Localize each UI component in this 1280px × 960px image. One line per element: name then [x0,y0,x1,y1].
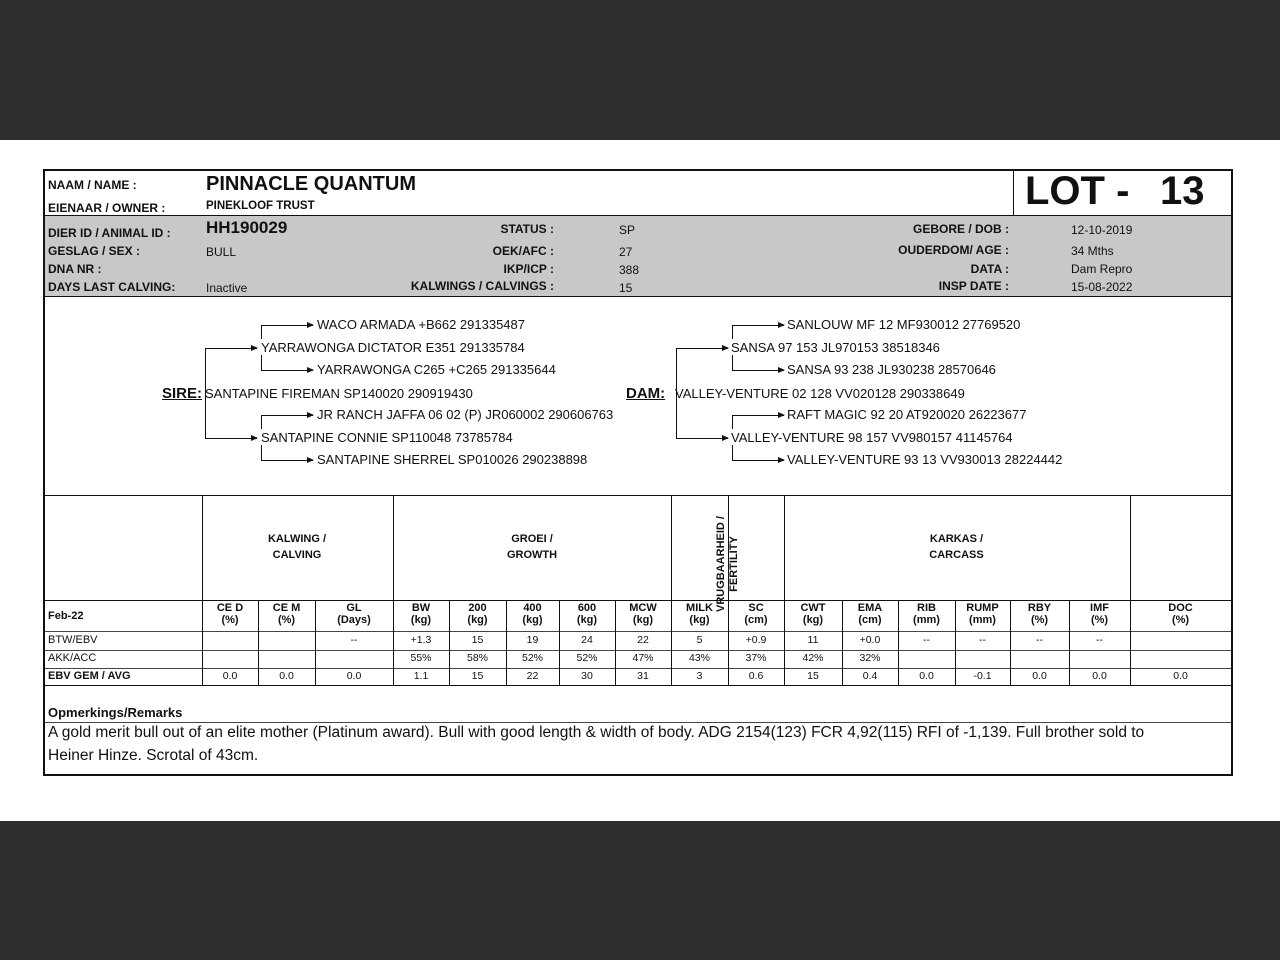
ebv-cell: +1.3 [410,634,432,646]
icp-label: IKP/ICP : [503,262,554,276]
calvings-label: KALWINGS / CALVINGS : [410,279,554,293]
ebv-cell: -- [350,634,358,646]
ebv-cell: 0.0 [1032,670,1047,682]
sire-dam: SANTAPINE CONNIE SP110048 73785784 [261,430,513,445]
ebv-cell: 30 [581,670,593,682]
group-calving-line2: CALVING [272,549,322,561]
owner-label: EIENAAR / OWNER : [48,201,166,215]
column-header-name: IMF [1090,602,1109,614]
lot-divider [1013,171,1014,215]
column-header [258,602,315,626]
column-header-unit: (kg) [632,614,654,626]
lot-label: LOT - [1025,169,1130,213]
sire-dam-dam: SANTAPINE SHERREL SP010026 290238898 [317,452,588,467]
animal-id-label: DIER ID / ANIMAL ID : [48,226,171,240]
column-header-unit: (%) [277,614,296,626]
column-header-unit: (%) [1090,614,1109,626]
sire-label: SIRE: [162,385,203,402]
arrow-dam-sire-sire [732,325,784,326]
ebv-date-label: Feb-22 [48,610,84,622]
column-header-unit: (mm) [969,614,996,626]
table-bottom-divider [45,685,1231,686]
ebv-cell: -0.1 [973,670,992,682]
group-growth-line2: GROWTH [506,549,558,561]
column-header-name: DOC [1168,602,1193,614]
column-header [728,602,784,626]
column-header [202,602,258,626]
group-carcass [784,531,1129,563]
icp-value: 388 [619,263,640,277]
data-value: Dam Repro [1071,262,1133,276]
ebv-cell: 0.4 [862,670,878,682]
column-header [898,602,955,626]
column-header-unit: (cm) [744,614,768,626]
table-row-divider-2 [45,650,1231,651]
bracket-sire-sire-top [261,325,262,339]
bracket-sire-dam-bottom [261,445,262,460]
column-header-unit: (kg) [467,614,488,626]
column-header [393,602,449,626]
dam-name: VALLEY-VENTURE 02 128 VV020128 290338649 [675,386,965,401]
column-header-name: MCW [629,602,657,614]
bracket-dam-sire-top [732,325,733,339]
column-header [1010,602,1069,626]
dam-sire-dam: SANSA 93 238 JL930238 28570646 [787,362,996,377]
remarks-line1: A gold merit bull out of an elite mother (Platinum award). Bull with good length & width of body. ADG 2154(123) FCR 4,92(115) RFI of -1,139. Full brother sold to [48,724,1145,741]
ebv-cell: 22 [637,634,649,646]
ebv-cell: 42% [802,652,824,664]
ebv-cell: 52% [521,652,543,664]
owner-name: PINEKLOOF TRUST [206,200,315,212]
column-header-unit: (%) [1171,614,1190,626]
ebv-cell: 31 [637,670,649,682]
afc-value: 27 [619,245,633,259]
column-header-unit: (cm) [858,614,882,626]
ebv-cell: 15 [807,670,819,682]
group-carcass-line1: KARKAS / [929,533,984,545]
column-header [615,602,671,626]
lot-card [43,169,1233,776]
sire-dam-sire: JR RANCH JAFFA 06 02 (P) JR060002 290606763 [317,407,614,422]
column-header [506,602,559,626]
group-carcass-line2: CARCASS [929,549,984,561]
column-header [1069,602,1130,626]
arrow-dam-sire [676,348,728,349]
sex-value: BULL [206,245,237,259]
afc-label: OEK/AFC : [492,244,554,258]
column-header [1130,602,1231,626]
sire-sire-dam: YARRAWONGA C265 +C265 291335644 [317,362,556,377]
table-col-divider [202,495,203,685]
ebv-cell: 15 [471,670,484,682]
column-header-unit: (mm) [913,614,940,626]
column-header-name: BW [411,602,431,614]
column-header-name: CE M [272,602,301,614]
data-label: DATA : [970,262,1009,276]
column-header-name: GL [346,602,362,614]
ebv-cell: -- [1036,634,1043,646]
ebv-cell: 43% [688,652,710,664]
insp-date-value: 15-08-2022 [1071,280,1133,294]
arrow-dam-dam-dam [732,460,784,461]
row-label: BTW/EBV [48,634,98,646]
ebv-cell: 58% [466,652,488,664]
column-header [315,602,393,626]
days-last-calving-value: Inactive [206,281,248,295]
dam-sire-sire: SANLOUW MF 12 MF930012 27769520 [787,317,1021,332]
sire-sire-sire: WACO ARMADA +B662 291335487 [317,317,525,332]
ebv-cell: 0.6 [748,670,764,682]
pedigree-divider [45,495,1231,496]
column-header-name: EMA [857,602,883,614]
column-header [671,602,728,626]
bracket-sire-dam-top [261,415,262,429]
group-calving-line1: KALWING / [267,533,327,545]
ebv-cell: 5 [696,634,703,646]
status-value: SP [619,223,636,237]
column-header-unit: (kg) [522,614,543,626]
arrow-sire-sire [205,348,257,349]
ebv-cell: 0.0 [919,670,934,682]
ebv-cell: 47% [632,652,654,664]
ebv-cell: 11 [807,634,819,646]
animal-id: HH190029 [206,218,288,237]
ebv-cell: 22 [526,670,539,682]
bracket-dam-dam-bottom [732,445,733,460]
group-growth [393,531,671,563]
sire-name: SANTAPINE FIREMAN SP140020 290919430 [205,386,473,401]
sex-label: GESLAG / SEX : [48,244,141,258]
calvings-value: 15 [619,281,633,295]
column-header-name: CE D [216,602,244,614]
arrow-sire-dam-sire [261,415,313,416]
ebv-cell: 37% [745,652,767,664]
column-header-name: 400 [523,602,542,614]
ebv-cell: -- [1096,634,1103,646]
column-header-name: RBY [1027,602,1052,614]
dob-label: GEBORE / DOB : [912,222,1009,236]
header-divider [45,215,1231,216]
ebv-cell: 0.0 [1092,670,1107,682]
arrow-dam-dam-sire [732,415,784,416]
column-header-name: 200 [468,602,487,614]
ebv-cell: 0.0 [346,670,362,682]
ebv-cell: 0.0 [1173,670,1188,682]
dam-label: DAM: [626,385,666,402]
group-fertility-line2: FERTILITY [728,536,740,592]
column-header-unit: (kg) [689,614,710,626]
ebv-cell: -- [979,634,986,646]
dam-dam-dam: VALLEY-VENTURE 93 13 VV930013 28224442 [787,452,1063,467]
ebv-cell: 15 [471,634,484,646]
column-header-name: CWT [800,602,826,614]
row-label: AKK/ACC [48,652,97,664]
column-header [559,602,615,626]
remarks-label: Opmerkings/Remarks [48,705,183,720]
ebv-cell: 1.1 [413,670,429,682]
dam-dam-sire: RAFT MAGIC 92 20 AT920020 26223677 [787,407,1027,422]
table-row-divider-1 [45,631,1231,632]
table-row-divider-3 [45,668,1231,669]
row-label: EBV GEM / AVG [48,670,131,682]
name-label: NAAM / NAME : [48,178,137,192]
age-value: 34 Mths [1071,244,1114,258]
column-header-unit: (%) [221,614,239,626]
dam-sire: SANSA 97 153 JL970153 38518346 [731,340,940,355]
column-header-unit: (kg) [576,614,598,626]
column-header [842,602,898,626]
ebv-cell: +0.9 [745,634,767,646]
column-header [955,602,1010,626]
group-fertility-line1: VRUGBAARHEID / [715,516,727,612]
info-divider [45,296,1231,297]
table-col-divider [1130,495,1131,685]
dna-label: DNA NR : [48,262,102,276]
animal-name: PINNACLE QUANTUM [206,173,416,195]
ebv-cell: 32% [859,652,881,664]
dam-dam: VALLEY-VENTURE 98 157 VV980157 41145764 [731,430,1013,445]
days-last-calving-label: DAYS LAST CALVING: [48,280,176,294]
column-header-name: RIB [917,602,936,614]
status-label: STATUS : [500,222,554,236]
column-header-name: MILK [686,602,713,614]
arrow-dam-dam [676,438,728,439]
age-label: OUDERDOM/ AGE : [898,243,1009,257]
insp-date-label: INSP DATE : [938,279,1009,293]
group-growth-line1: GROEI / [511,533,553,545]
dob-value: 12-10-2019 [1071,223,1133,237]
bracket-dam-dam-top [732,415,733,429]
group-calving [202,531,392,563]
table-header-divider [45,600,1231,601]
remarks-line2: Heiner Hinze. Scrotal of 43cm. [48,747,259,764]
arrow-dam-sire-dam [732,370,784,371]
arrow-sire-dam [205,438,257,439]
bracket-sire-sire-bottom [261,355,262,370]
column-header-name: 600 [577,602,597,614]
column-header-unit: (Days) [337,614,371,626]
ebv-cell: +0.0 [859,634,881,646]
ebv-cell: 19 [526,634,539,646]
lot-number: 13 [1160,169,1205,213]
ebv-cell: 0.0 [222,670,238,682]
arrow-sire-sire-sire [261,325,313,326]
column-header-unit: (%) [1030,614,1049,626]
dam-bracket [676,348,677,438]
ebv-cell: 55% [410,652,432,664]
arrow-sire-dam-dam [261,460,313,461]
arrow-sire-sire-dam [261,370,313,371]
bracket-dam-sire-bottom [732,355,733,370]
ebv-cell: -- [923,634,930,646]
ebv-cell: 24 [581,634,593,646]
column-header-unit: (kg) [410,614,432,626]
ebv-cell: 3 [696,670,703,682]
sire-sire: YARRAWONGA DICTATOR E351 291335784 [261,340,525,355]
column-header [449,602,506,626]
sire-bracket [205,348,206,438]
column-header-name: RUMP [966,602,999,614]
remarks-divider [45,722,1231,723]
ebv-cell: 0.0 [279,670,294,682]
column-header [784,602,842,626]
ebv-cell: 52% [576,652,598,664]
column-header-name: SC [748,602,764,614]
column-header-unit: (kg) [802,614,824,626]
